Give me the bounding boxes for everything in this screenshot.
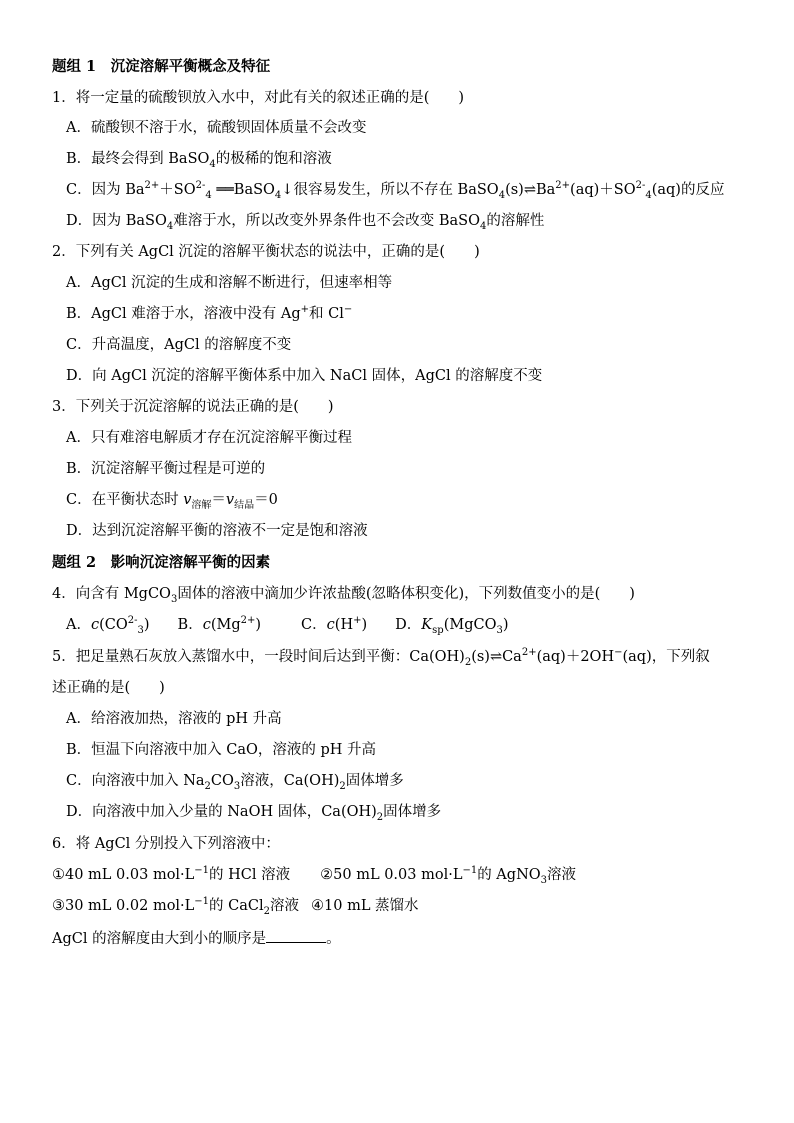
- group-1-title: 题组 1 沉淀溶解平衡概念及特征: [52, 58, 271, 75]
- question-3-option-d: D．达到沉淀溶解平衡的溶液不一定是饱和溶液: [66, 523, 368, 539]
- question-2-option-a: A．AgCl 沉淀的生成和溶解不断进行，但速率相等: [66, 275, 393, 291]
- question-4-option-d: D．$K_{sp}(MgCO_3)$: [395, 617, 509, 636]
- question-5-stem-continued: 述正确的是( ): [52, 680, 165, 696]
- question-6-item-3: ③30 mL 0.02 $mol\cdot L^{-1}$的 CaCl$_2$溶液: [52, 896, 300, 917]
- question-4-options: [66, 615, 509, 635]
- question-3-option-b: B．沉淀溶解平衡过程是可逆的: [66, 461, 266, 477]
- question-2-option-b: B．AgCl 难溶于水，溶液中没有 Ag+和 Cl−: [66, 304, 353, 322]
- question-6-items-row-2: [52, 896, 419, 916]
- question-2-option-c: C．升高温度，AgCl 的溶解度不变: [66, 337, 292, 353]
- question-1-option-b: B．最终会得到 BaSO$_4$的极稀的饱和溶液: [66, 151, 332, 170]
- question-6-item-2: ②50 mL 0.03 $mol\cdot L^{-1}$的 AgNO$_3$溶液: [320, 865, 577, 886]
- question-5-option-b: B．恒温下向溶液中加入 CaO，溶液的 pH 升高: [66, 742, 377, 758]
- question-5-option-d: D．向溶液中加入少量的 NaOH 固体，$Ca(OH)_2$固体增多: [66, 804, 442, 823]
- question-4-option-c: C．c(H+): [301, 615, 368, 633]
- question-5-option-c: C．向溶液中加入 $Na_2CO_3$溶液，$Ca(OH)_2$固体增多: [66, 773, 404, 792]
- question-3-option-a: A．只有难溶电解质才存在沉淀溶解平衡过程: [66, 430, 352, 446]
- question-1-option-a: A．硫酸钡不溶于水，硫酸钡固体质量不会改变: [66, 120, 367, 136]
- question-2-stem: 2．下列有关 AgCl 沉淀的溶解平衡状态的说法中，正确的是( ): [52, 244, 480, 260]
- question-6-items-row-1: [52, 865, 576, 885]
- question-3-stem: 3．下列关于沉淀溶解的说法正确的是( ): [52, 399, 334, 415]
- question-6-stem: 6．将 AgCl 分别投入下列溶液中：: [52, 836, 280, 852]
- question-6-item-1: ①40 mL 0.03 $mol\cdot L^{-1}$的 HCl 溶液: [52, 865, 291, 883]
- question-4-option-b: B．$c(Mg^{2+})$: [177, 615, 262, 633]
- question-4-stem: 4．向含有 MgCO$_3$固体的溶液中滴加少许浓盐酸(忽略体积变化)，下列数值变小的是( ): [52, 586, 635, 605]
- question-1-option-d: D．因为 BaSO$_4$难溶于水，所以改变外界条件也不会改变 BaSO$_4$的溶解性: [66, 213, 545, 232]
- question-6-ask: AgCl 的溶解度由大到小的顺序是 。: [52, 928, 341, 949]
- question-3-option-c: C．在平衡状态时 $v_{溶解}=v_{结晶}=0$: [66, 492, 278, 511]
- group-2-title: 题组 2 影响沉淀溶解平衡的因素: [52, 554, 271, 571]
- question-5-option-a: A．给溶液加热，溶液的 pH 升高: [66, 711, 282, 727]
- answer-blank[interactable]: [266, 928, 326, 943]
- question-5-stem: 5．把足量熟石灰放入蒸馏水中，一段时间后达到平衡：$Ca(OH)_2(s)\rightleftharpoons Ca^{2+}(aq)+2OH^-(aq)$，下列叙: [52, 647, 710, 668]
- question-4-option-a: A．$c(CO^{2-}_3)$: [66, 615, 150, 636]
- question-1-stem: 1．将一定量的硫酸钡放入水中，对此有关的叙述正确的是( ): [52, 90, 465, 106]
- question-1-option-c: C．因为 $Ba^{2+}+SO^{2-}_4$ ══BaSO$_4$↓很容易发生，所以不存在 $BaSO_4(s)\rightleftharpoons Ba^{2+}(aq)+SO^{2-}_4(aq)$的反应: [66, 180, 725, 201]
- question-2-option-d: D．向 AgCl 沉淀的溶解平衡体系中加入 NaCl 固体，AgCl 的溶解度不变: [66, 368, 543, 384]
- question-6-item-4: ④10 mL 蒸馏水: [311, 898, 419, 914]
